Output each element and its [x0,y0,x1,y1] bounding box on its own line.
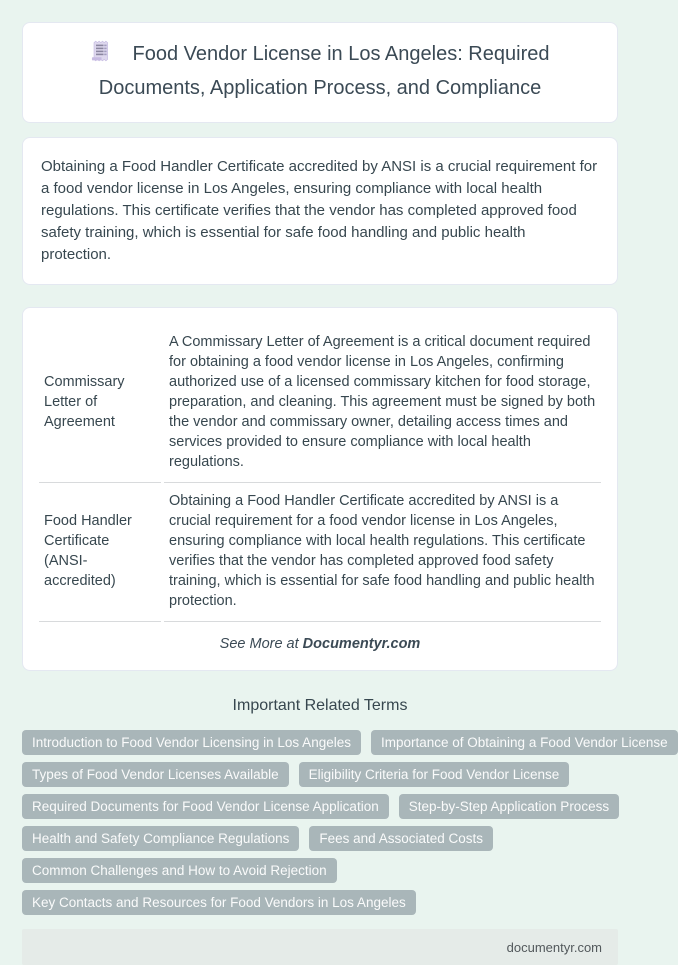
terms-table [36,324,604,622]
table-row [39,483,601,622]
footer-site-link[interactable]: documentyr.com [506,939,602,955]
summary-text: Obtaining a Food Handler Certificate accredited by ANSI is a crucial requirement for a food vendor license in Los Angeles, ensuring compliance with local health regulations. This certificate verifies that the vendor has completed approved food safety training, which is essential for safe food handling and public health protection. [41,158,598,263]
term-tag[interactable]: Step-by-Step Application Process [399,794,619,819]
description-cell: Obtaining a Food Handler Certificate accredited by ANSI is a crucial requirement for a food vendor license in Los Angeles, ensuring compliance with local health regulations. This certificate verifies that the vendor has completed approved food safety training, which is essential for safe food handling and public health protection. [164,483,601,622]
tag-row [22,890,618,915]
term-tag[interactable]: Fees and Associated Costs [309,826,493,851]
term-tag[interactable]: Types of Food Vendor Licenses Available [22,762,289,787]
term-tag[interactable]: Required Documents for Food Vendor License Application [22,794,389,819]
see-more-brand-link[interactable]: Documentyr.com [302,636,421,652]
description-cell: A Commissary Letter of Agreement is a critical document required for obtaining a food vendor license in Los Angeles, confirming authorized use of a licensed commissary kitchen for food storage, preparation, and cleaning. This agreement must be signed by both the vendor and commissary owner, detailing access times and services provided to ensure compliance with local health regulations. [164,324,601,483]
term-cell: Commissary Letter of Agreement [39,324,161,483]
tag-row [22,858,618,883]
tag-row [22,762,618,787]
tag-row [22,826,618,851]
receipt-icon [91,40,111,73]
term-tag[interactable]: Introduction to Food Vendor Licensing in Los Angeles [22,730,361,755]
see-more-prefix: See More at [219,636,303,652]
page-title [43,39,597,104]
table-row [39,324,601,483]
title-card [22,22,618,123]
term-tag[interactable]: Eligibility Criteria for Food Vendor License [299,762,570,787]
term-cell: Food Handler Certificate (ANSI-accredited) [39,483,161,622]
term-tag[interactable]: Health and Safety Compliance Regulations [22,826,299,851]
page-title-text: Food Vendor License in Los Angeles: Required Documents, Application Process, and Compliance [98,43,550,99]
see-more-line [36,636,604,652]
tag-row [22,730,668,755]
term-tag[interactable]: Common Challenges and How to Avoid Rejection [22,858,337,883]
term-tag[interactable]: Importance of Obtaining a Food Vendor License [371,730,678,755]
details-card [22,307,618,671]
summary-card [22,137,618,285]
related-terms-tags [22,730,668,915]
term-tag[interactable]: Key Contacts and Resources for Food Vendors in Los Angeles [22,890,416,915]
related-terms-heading: Important Related Terms [232,697,408,714]
footer-bar [22,929,618,965]
tag-row [22,794,618,819]
